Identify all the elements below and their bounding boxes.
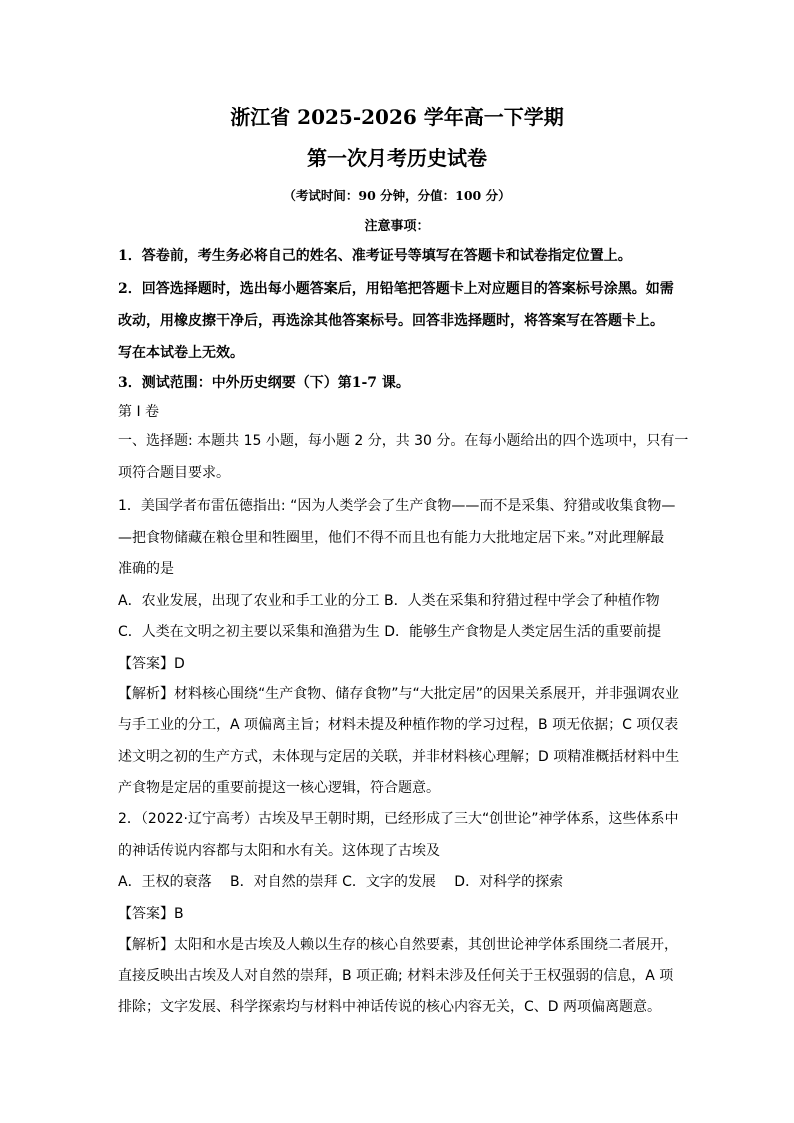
- question-2-analysis: 直接反映出古埃及人对自然的崇拜，B 项正确; 材料未涉及任何关于王权强弱的信息，A 项: [118, 968, 674, 984]
- section-instructions: 项符合题目要求。: [118, 465, 230, 481]
- question-2-answer: 【答案】B: [118, 906, 184, 922]
- exam-title-line1: 浙江省 2025-2026 学年高一下学期: [230, 105, 564, 129]
- question-2-analysis: 排除；文字发展、科学探索均与材料中神话传说的核心内容无关，C、D 两项偏离题意。: [118, 999, 662, 1015]
- notice-item: 2．回答选择题时，选出每小题答案后，用铅笔把答题卡上对应题目的答案标号涂黑。如需: [118, 281, 674, 297]
- notice-item-continued: 写在本试卷上无效。: [118, 345, 244, 361]
- question-1-answer: 【答案】D: [118, 656, 185, 672]
- question-1-analysis: 述文明之初的生产方式，未体现与定居的关联，并非材料核心理解；D 项精准概括材料中生: [118, 749, 680, 765]
- part-label: 第 I 卷: [118, 404, 160, 420]
- exam-time-score-info: （考试时间：90 分钟，分值：100 分）: [283, 188, 511, 203]
- question-1-stem: 1．美国学者布雷伍德指出: “因为人类学会了生产食物——而不是采集、狩猎或收集食物—: [118, 498, 676, 514]
- question-2-stem: 的神话传说内容都与太阳和水有关。这体现了古埃及: [118, 843, 440, 859]
- question-1-options: A．农业发展，出现了农业和手工业的分工 B．人类在采集和狩猎过程中学会了种植作物: [118, 593, 660, 609]
- question-1-analysis: 【解析】材料核心围绕“生产食物、储存食物”与“大批定居”的因果关系展开，并非强调农业: [118, 686, 680, 702]
- notice-item: 3．测试范围：中外历史纲要（下）第1-7 课。: [118, 375, 410, 391]
- notice-heading: 注意事项：: [364, 219, 430, 234]
- notice-item: 1．答卷前，考生务必将自己的姓名、准考证号等填写在答题卡和试卷指定位置上。: [118, 248, 632, 264]
- section-instructions: 一、选择题: 本题共 15 小题，每小题 2 分，共 30 分。在每小题给出的四个选项中，只有一: [118, 433, 689, 449]
- question-1-analysis: 与手工业的分工，A 项偏离主旨；材料未提及种植作物的学习过程，B 项无依据；C 项仅表: [118, 717, 679, 733]
- question-1-stem: 准确的是: [118, 561, 174, 577]
- notice-item-continued: 改动，用橡皮擦干净后，再选涂其他答案标号。回答非选择题时，将答案写在答题卡上。: [118, 313, 664, 329]
- question-1-options: C．人类在文明之初主要以采集和渔猎为生 D．能够生产食物是人类定居生活的重要前提: [118, 624, 662, 640]
- question-2-stem: 2．（2022·辽宁高考）古埃及早王朝时期，已经形成了三大“创世论”神学体系，这些体系中: [118, 811, 679, 827]
- question-1-analysis: 产食物是定居的重要前提这一核心逻辑，符合题意。: [118, 780, 440, 796]
- question-2-analysis: 【解析】太阳和水是古埃及人赖以生存的核心自然要素，其创世论神学体系围绕二者展开，: [118, 937, 678, 953]
- question-2-options: A．王权的衰落 B．对自然的崇拜 C．文字的发展 D．对科学的探索: [118, 874, 564, 890]
- question-1-stem: —把食物储藏在粮仓里和牲圈里，他们不得不而且也有能力大批地定居下来。”对此理解最: [118, 530, 665, 546]
- exam-title-line2: 第一次月考历史试卷: [307, 146, 487, 170]
